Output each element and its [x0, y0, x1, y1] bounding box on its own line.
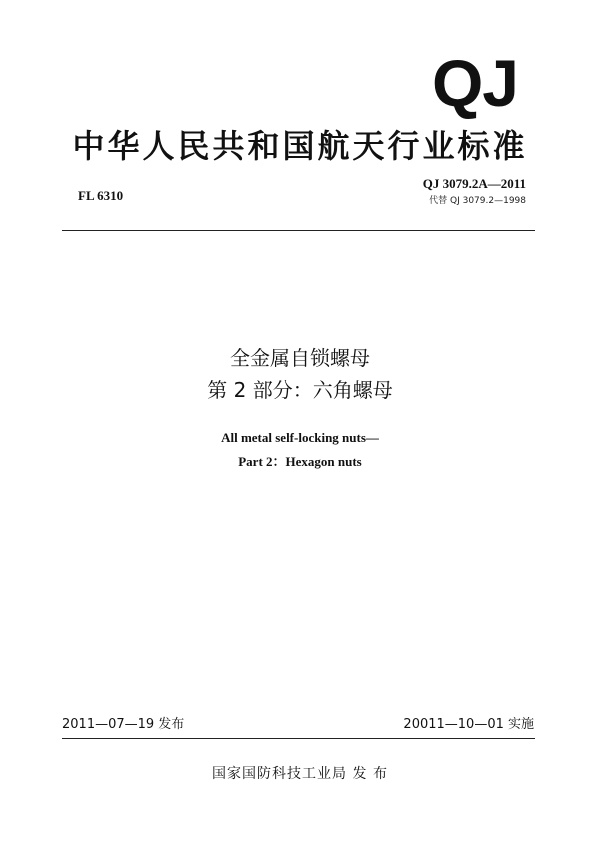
title-chinese-part: 第 2 部分：六角螺母 [207, 378, 393, 402]
issuing-authority: 国家国防科技工业局 发 布 [212, 766, 388, 782]
standard-number: QJ 3079.2A—2011 [422, 176, 526, 191]
org-title: 中华人民共和国航天行业标准 [72, 127, 528, 165]
top-divider [62, 230, 535, 231]
bottom-divider [62, 738, 535, 739]
classification-code: FL 6310 [78, 188, 124, 203]
qj-logo: QJ [431, 46, 518, 120]
title-english-part: Part 2：Hexagon nuts [238, 454, 362, 469]
title-english-main: All metal self-locking nuts— [221, 430, 379, 445]
implementation-date: 20011—10—01 实施 [403, 717, 534, 732]
replaces-standard: 代替 QJ 3079.2—1998 [429, 196, 526, 206]
issue-date: 2011—07—19 发布 [62, 717, 185, 732]
title-chinese-main: 全金属自锁螺母 [230, 346, 370, 370]
